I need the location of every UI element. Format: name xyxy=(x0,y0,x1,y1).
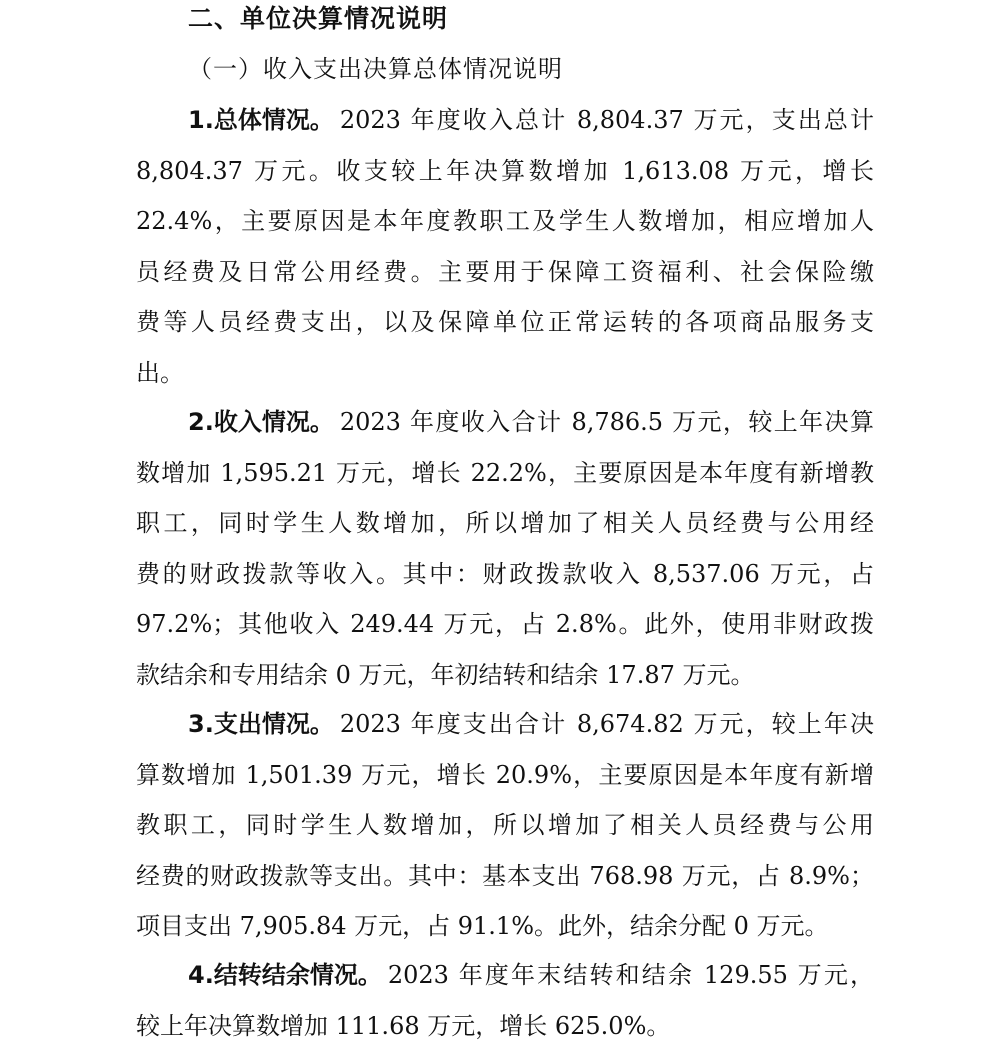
paragraph-lead: 2.收入情况。 xyxy=(188,397,334,448)
line-text: 较上年决算数增加 111.68 万元，增长 625.0%。 xyxy=(136,1001,670,1051)
line-text: 数增加 1,595.21 万元，增长 22.2%，主要原因是本年度有新增教 xyxy=(136,448,874,499)
section-heading: 二、单位决算情况说明 xyxy=(188,2,448,36)
paragraph-line xyxy=(136,196,874,247)
paragraph-line xyxy=(136,950,874,1001)
paragraph-carryover xyxy=(136,950,874,1051)
paragraph-line xyxy=(136,851,874,902)
paragraph-line xyxy=(136,146,874,197)
paragraph-line xyxy=(136,599,874,650)
paragraph-line xyxy=(136,1001,874,1051)
paragraph-line xyxy=(136,247,874,298)
paragraph-lead: 1.总体情况。 xyxy=(188,95,334,146)
paragraph-line xyxy=(136,297,874,348)
paragraph-income xyxy=(136,397,874,700)
line-text: 费等人员经费支出，以及保障单位正常运转的各项商品服务支 xyxy=(136,297,874,348)
line-text: 2023 年度年末结转和结余 129.55 万元， xyxy=(388,950,874,1001)
line-text: 22.4%，主要原因是本年度教职工及学生人数增加，相应增加人 xyxy=(136,196,874,247)
line-text: 算数增加 1,501.39 万元，增长 20.9%，主要原因是本年度有新增 xyxy=(136,750,874,801)
line-text: 8,804.37 万元。收支较上年决算数增加 1,613.08 万元，增长 xyxy=(136,146,874,197)
line-text: 2023 年度收入合计 8,786.5 万元，较上年决算 xyxy=(340,397,874,448)
line-text: 费的财政拨款等收入。其中：财政拨款收入 8,537.06 万元，占 xyxy=(136,549,874,600)
paragraph-line xyxy=(136,800,874,851)
paragraph-line xyxy=(136,650,874,701)
paragraph-line xyxy=(136,397,874,448)
sub-heading: （一）收入支出决算总体情况说明 xyxy=(188,52,563,86)
line-text: 出。 xyxy=(136,348,184,399)
line-text: 员经费及日常公用经费。主要用于保障工资福利、社会保险缴 xyxy=(136,247,874,298)
paragraph-line xyxy=(136,95,874,146)
paragraph-overall xyxy=(136,95,874,398)
paragraph-line xyxy=(136,448,874,499)
paragraph-expenditure xyxy=(136,699,874,952)
line-text: 2023 年度收入总计 8,804.37 万元，支出总计 xyxy=(340,95,874,146)
paragraph-lead: 4.结转结余情况。 xyxy=(188,950,382,1001)
line-text: 教职工，同时学生人数增加，所以增加了相关人员经费与公用 xyxy=(136,800,874,851)
paragraph-line xyxy=(136,901,874,952)
paragraph-lead: 3.支出情况。 xyxy=(188,699,334,750)
paragraph-line xyxy=(136,699,874,750)
line-text: 款结余和专用结余 0 万元，年初结转和结余 17.87 万元。 xyxy=(136,650,755,701)
line-text: 97.2%；其他收入 249.44 万元，占 2.8%。此外，使用非财政拨 xyxy=(136,599,874,650)
paragraph-line xyxy=(136,498,874,549)
paragraph-line xyxy=(136,750,874,801)
line-text: 2023 年度支出合计 8,674.82 万元，较上年决 xyxy=(340,699,874,750)
paragraph-line xyxy=(136,348,874,399)
line-text: 职工，同时学生人数增加，所以增加了相关人员经费与公用经 xyxy=(136,498,874,549)
paragraph-line xyxy=(136,549,874,600)
line-text: 项目支出 7,905.84 万元，占 91.1%。此外，结余分配 0 万元。 xyxy=(136,901,829,952)
line-text: 经费的财政拨款等支出。其中：基本支出 768.98 万元，占 8.9%； xyxy=(136,851,874,902)
